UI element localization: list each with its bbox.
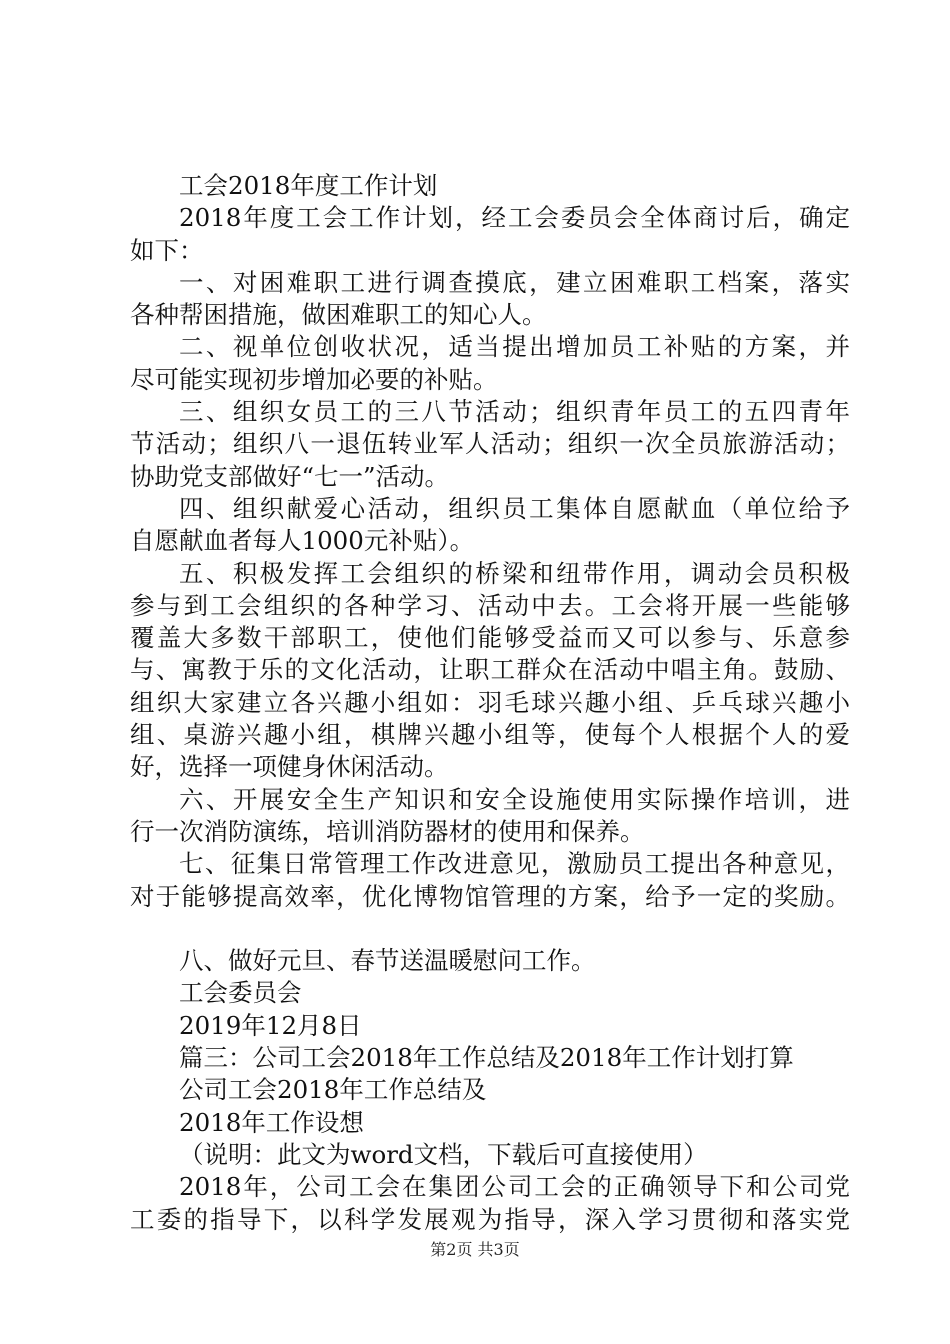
text-line: 组、桌游兴趣小组，棋牌兴趣小组等，使每个人根据个人的爱 <box>130 720 850 750</box>
text-line: 尽可能实现初步增加必要的补贴。 <box>130 364 498 394</box>
text-line: 与、寓教于乐的文化活动，让职工群众在活动中唱主角。鼓励、 <box>130 655 850 685</box>
text-line: 覆盖大多数干部职工，使他们能够受益而又可以参与、乐意参 <box>130 623 850 653</box>
page-footer: 第2页 共3页 <box>430 1240 520 1259</box>
text-line: 工会委员会 <box>179 978 302 1008</box>
text-line: 2018年工作设想 <box>179 1107 364 1137</box>
text-line: 四、组织献爱心活动，组织员工集体自愿献血（单位给予 <box>179 493 850 523</box>
text-line: 节活动；组织八一退伍转业军人活动；组织一次全员旅游活动； <box>130 429 850 459</box>
text-line: 组织大家建立各兴趣小组如：羽毛球兴趣小组、乒乓球兴趣小 <box>130 687 850 717</box>
text-line: 2018年，公司工会在集团公司工会的正确领导下和公司党 <box>179 1172 850 1202</box>
text-line: 2019年12月8日 <box>179 1010 362 1040</box>
text-line: 参与到工会组织的各种学习、活动中去。工会将开展一些能够 <box>130 590 850 620</box>
text-line: 七、征集日常管理工作改进意见，激励员工提出各种意见， <box>179 849 850 879</box>
text-line: 自愿献血者每人1000元补贴）。 <box>130 526 475 556</box>
text-line: 工会2018年度工作计划 <box>179 171 438 200</box>
text-line: 公司工会2018年工作总结及 <box>179 1075 487 1105</box>
text-line: 2018年度工会工作计划，经工会委员会全体商讨后，确定 <box>179 203 850 233</box>
text-line: 对于能够提高效率，优化博物馆管理的方案，给予一定的奖励。 <box>130 881 850 911</box>
text-line: （说明：此文为word文档，下载后可直接使用） <box>179 1139 708 1169</box>
document-body <box>130 170 850 1236</box>
text-line: 如下： <box>130 235 204 265</box>
text-line: 协助党支部做好“七一”活动。 <box>130 461 450 491</box>
text-line: 五、积极发挥工会组织的桥梁和纽带作用，调动会员积极 <box>179 558 850 588</box>
text-line: 各种帮困措施，做困难职工的知心人。 <box>130 300 547 330</box>
text-line: 篇三：公司工会2018年工作总结及2018年工作计划打算 <box>179 1043 794 1073</box>
paragraph-gap <box>130 913 850 945</box>
text-line: 一、对困难职工进行调查摸底，建立困难职工档案，落实 <box>179 267 850 297</box>
text-line: 八、做好元旦、春节送温暖慰问工作。 <box>179 946 596 976</box>
text-line: 行一次消防演练，培训消防器材的使用和保养。 <box>130 816 645 846</box>
text-line: 二、视单位创收状况，适当提出增加员工补贴的方案，并 <box>179 332 850 362</box>
text-line: 三、组织女员工的三八节活动；组织青年员工的五四青年 <box>179 397 850 427</box>
text-line: 好，选择一项健身休闲活动。 <box>130 752 449 782</box>
text-line: 六、开展安全生产知识和安全设施使用实际操作培训，进 <box>179 784 850 814</box>
text-line: 工委的指导下，以科学发展观为指导，深入学习贯彻和落实党 <box>130 1204 850 1234</box>
